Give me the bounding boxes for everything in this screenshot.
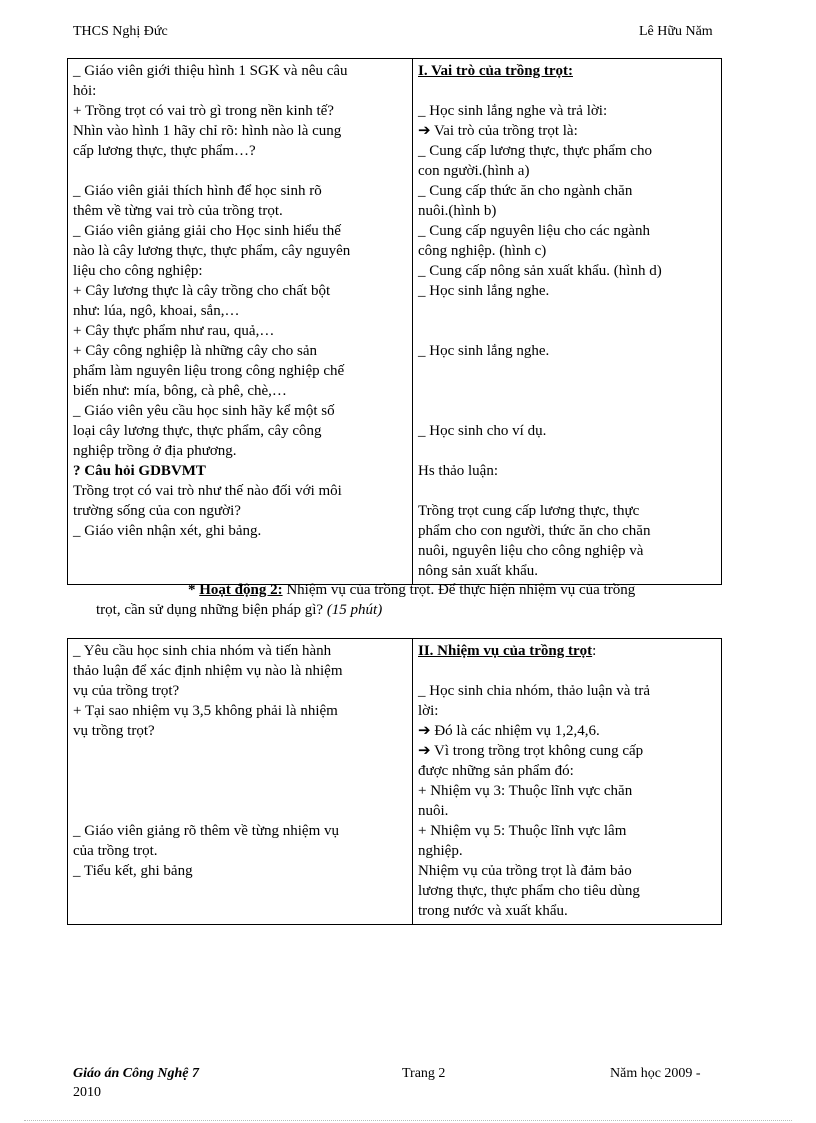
activity1-table — [67, 58, 722, 585]
student-task-line: nghiệp. — [418, 843, 463, 859]
teacher-task-line: _ Giáo viên giảng rõ thêm về từng nhiệm vụ — [73, 823, 339, 839]
student-activity-line: _ Cung cấp thức ăn cho ngành chăn — [418, 183, 633, 199]
header-author: Lê Hữu Năm — [639, 24, 713, 39]
student-activity-line: _ Học sinh cho ví dụ. — [418, 423, 547, 439]
activity2-label: Hoạt động 2: — [199, 582, 283, 598]
teacher-task-line: vụ của trồng trọt? — [73, 683, 180, 699]
footer-year-end: 2010 — [73, 1085, 101, 1100]
teacher-activity-line: + Cây thực phẩm như rau, quả,… — [73, 323, 275, 339]
student-activity-line: _ Học sinh lắng nghe. — [418, 343, 550, 359]
student-task-line: trong nước và xuất khẩu. — [418, 903, 568, 919]
section-heading-roles: I. Vai trò của trồng trọt: — [418, 63, 573, 79]
activity2-text-1: Nhiệm vụ của trồng trọt. Để thực hiện nhiệm vụ của trồng — [286, 582, 636, 598]
student-activity-line: Trồng trọt cung cấp lương thực, thực — [418, 503, 640, 519]
student-activity-line: _ Cung cấp nông sản xuất khẩu. (hình d) — [418, 263, 662, 279]
activity2-table — [67, 638, 722, 925]
activity2-time: (15 phút) — [326, 602, 383, 618]
student-activity-line: _ Cung cấp lương thực, thực phẩm cho — [418, 143, 652, 159]
student-activity-line: nông sản xuất khẩu. — [418, 563, 538, 579]
student-activity-line — [418, 81, 717, 101]
section-heading-tasks-colon: : — [592, 643, 597, 659]
teacher-activity-line: + Trồng trọt có vai trò gì trong nền kinh tế? — [73, 103, 334, 119]
teacher-task-list — [73, 641, 408, 881]
teacher-task-line: + Tại sao nhiệm vụ 3,5 không phải là nhiệm — [73, 703, 338, 719]
teacher-task-line: _ Tiểu kết, ghi bảng — [73, 863, 193, 879]
teacher-activity-line: cấp lương thực, thực phẩm…? — [73, 143, 256, 159]
student-activity-line: _ Cung cấp nguyên liệu cho các ngành — [418, 223, 651, 239]
student-activity-line — [418, 401, 717, 421]
student-activity-line: _ Học sinh lắng nghe. — [418, 283, 550, 299]
activity2-subline — [96, 600, 382, 620]
teacher-task-line — [73, 781, 408, 801]
teacher-activity-cell — [68, 59, 413, 585]
teacher-activity-line: nào là cây lương thực, thực phẩm, cây nguyên — [73, 243, 351, 259]
header-school: THCS Nghị Đức — [73, 24, 168, 39]
teacher-activity-line: + Cây lương thực là cây trồng cho chất bột — [73, 283, 331, 299]
teacher-activity-line: biến như: mía, bông, cà phê, chè,… — [73, 383, 287, 399]
teacher-activity-line: hỏi: — [73, 83, 97, 99]
student-activity-line: nuôi, nguyên liệu cho công nghiệp và — [418, 543, 644, 559]
student-activity-line — [418, 441, 717, 461]
teacher-activity-line — [73, 161, 408, 181]
student-task-line: _ Học sinh chia nhóm, thảo luận và trả — [418, 683, 651, 699]
student-task-line: + Nhiệm vụ 3: Thuộc lĩnh vực chăn — [418, 783, 633, 799]
activity2-heading — [188, 580, 635, 600]
student-task-line: Nhiệm vụ của trồng trọt là đảm bảo — [418, 863, 632, 879]
student-task-line: lời: — [418, 703, 439, 719]
teacher-activity-list — [73, 61, 408, 541]
teacher-activity-line: loại cây lương thực, thực phẩm, cây công — [73, 423, 322, 439]
student-activity-line — [418, 381, 717, 401]
student-activity-line — [418, 361, 717, 381]
teacher-task-line: thảo luận để xác định nhiệm vụ nào là nhiệm — [73, 663, 343, 679]
teacher-task-line — [73, 801, 408, 821]
teacher-task-line: vụ trồng trọt? — [73, 723, 155, 739]
student-task-line: nuôi. — [418, 803, 449, 819]
teacher-activity-line: như: lúa, ngô, khoai, sắn,… — [73, 303, 240, 319]
teacher-task-cell — [68, 639, 413, 925]
activity2-star: * — [188, 582, 196, 598]
teacher-activity-line: _ Giáo viên giảng giải cho Học sinh hiểu thế — [73, 223, 341, 239]
teacher-activity-line: _ Giáo viên nhận xét, ghi bảng. — [73, 523, 262, 539]
student-activity-line: con người.(hình a) — [418, 163, 530, 179]
student-activity-line — [418, 301, 717, 321]
teacher-task-line: của trồng trọt. — [73, 843, 158, 859]
student-task-line: được những sản phẩm đó: — [418, 763, 574, 779]
student-activity-line: nuôi.(hình b) — [418, 203, 497, 219]
teacher-activity-line: _ Giáo viên giới thiệu hình 1 SGK và nêu câu — [73, 63, 348, 79]
student-activity-line: phẩm cho con người, thức ăn cho chăn — [418, 523, 651, 539]
student-activity-cell — [413, 59, 722, 585]
section-heading-tasks-text: II. Nhiệm vụ của trồng trọt — [418, 643, 593, 659]
teacher-activity-line: _ Giáo viên giải thích hình để học sinh rõ — [73, 183, 322, 199]
teacher-activity-line: trường sống của con người? — [73, 503, 241, 519]
footer-page: Trang 2 — [402, 1066, 446, 1081]
student-task-line: ➔ Vì trong trồng trọt không cung cấp — [418, 743, 644, 759]
section-heading-tasks — [418, 641, 717, 661]
student-activity-list — [418, 81, 717, 581]
teacher-activity-line: Nhìn vào hình 1 hãy chỉ rõ: hình nào là cung — [73, 123, 342, 139]
teacher-activity-line: + Cây công nghiệp là những cây cho sản — [73, 343, 318, 359]
teacher-activity-line: ? Câu hỏi GDBVMT — [73, 463, 206, 479]
student-task-line: + Nhiệm vụ 5: Thuộc lĩnh vực lâm — [418, 823, 627, 839]
teacher-task-line — [73, 761, 408, 781]
student-activity-line — [418, 321, 717, 341]
student-activity-line: công nghiệp. (hình c) — [418, 243, 547, 259]
footer-title: Giáo án Công Nghệ 7 — [73, 1066, 200, 1081]
teacher-activity-line: liệu cho công nghiệp: — [73, 263, 203, 279]
activity2-text-2: trọt, cần sử dụng những biện pháp gì? — [96, 602, 324, 618]
student-activity-line: _ Học sinh lắng nghe và trả lời: — [418, 103, 608, 119]
teacher-activity-line: thêm về từng vai trò của trồng trọt. — [73, 203, 283, 219]
teacher-activity-line: phẩm làm nguyên liệu trong công nghiệp chế — [73, 363, 345, 379]
teacher-activity-line: nghiệp trồng ở địa phương. — [73, 443, 237, 459]
student-task-line — [418, 661, 717, 681]
teacher-activity-line: Trồng trọt có vai trò như thế nào đối với môi — [73, 483, 342, 499]
teacher-task-line: _ Yêu cầu học sinh chia nhóm và tiến hành — [73, 643, 332, 659]
student-activity-line: ➔ Vai trò của trồng trọt là: — [418, 123, 578, 139]
student-task-cell — [413, 639, 722, 925]
teacher-activity-line: _ Giáo viên yêu cầu học sinh hãy kể một số — [73, 403, 335, 419]
student-activity-line: Hs thảo luận: — [418, 463, 498, 479]
student-task-line: lương thực, thực phẩm cho tiêu dùng — [418, 883, 640, 899]
student-task-list — [418, 661, 717, 921]
student-task-line: ➔ Đó là các nhiệm vụ 1,2,4,6. — [418, 723, 600, 739]
footer-school-year: Năm học 2009 - — [610, 1066, 701, 1081]
page-bottom-divider — [24, 1120, 792, 1121]
student-activity-line — [418, 481, 717, 501]
teacher-task-line — [73, 741, 408, 761]
